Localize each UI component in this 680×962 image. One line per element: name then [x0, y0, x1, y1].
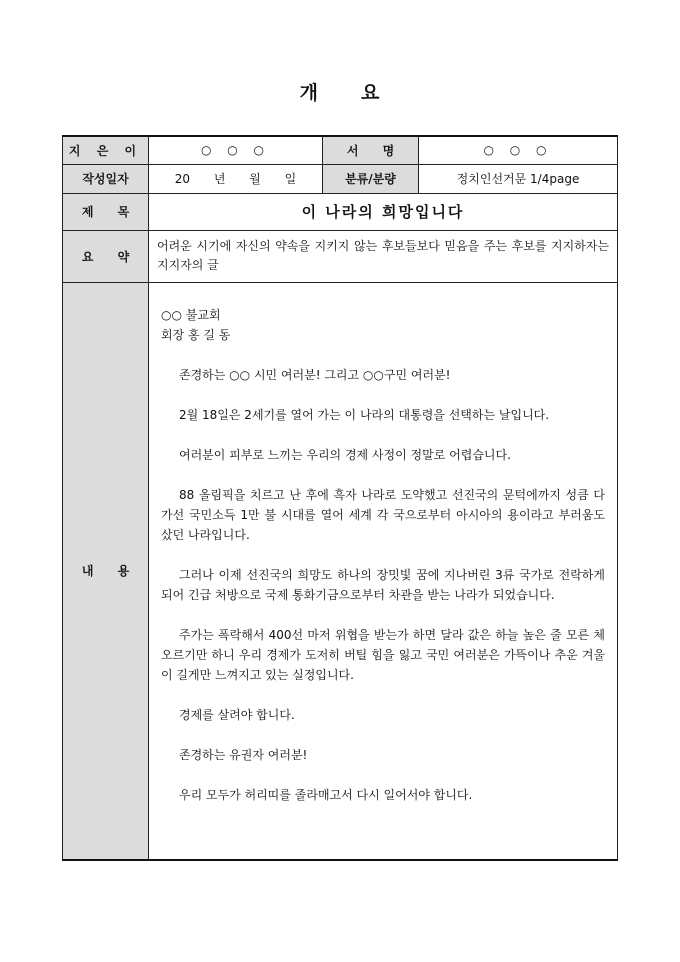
overview-table: [62, 135, 618, 861]
summary-value: 어려운 시기에 자신의 약속을 지키지 않는 후보들보다 믿음을 주는 후보를 지지하자는 지지자의 글: [149, 230, 618, 282]
content-paragraph-7: 경제를 살려야 합니다.: [179, 707, 295, 722]
content-paragraph-4: 88 올림픽을 치르고 난 후에 흑자 나라로 도약했고 선진국의 문턱에까지 성큼 다가선 국민소득 1만 불 시대를 열어 세계 각 국으로부터 아시아의 용이라고 부러움도 샀던 나라입니다.: [161, 487, 605, 542]
content-paragraph-3: 여러분이 피부로 느끼는 우리의 경제 사정이 정말로 어렵습니다.: [179, 447, 511, 462]
content-paragraph-1: 존경하는 ○○ 시민 여러분! 그리고 ○○구민 여러분!: [179, 367, 451, 382]
title-right: 요: [361, 82, 381, 104]
category-value: 정치인선거문 1/4page: [419, 164, 618, 193]
category-label: 분류/분량: [323, 164, 419, 193]
date-value: 20 년 월 일: [149, 164, 323, 193]
row-author: [63, 136, 618, 164]
row-content: [63, 282, 618, 860]
subject-value: 이 나라의 희망입니다: [149, 193, 618, 230]
subject-label: 제 목: [63, 193, 149, 230]
author-label: 지 은 이: [63, 136, 149, 164]
date-label: 작성일자: [63, 164, 149, 193]
summary-label: 요 약: [63, 230, 149, 282]
sender-org: ○○ 불교회: [161, 307, 221, 322]
content-paragraph-6: 주가는 폭락해서 400선 마저 위협을 받는가 하면 달라 값은 하늘 높은 줄 모른 체 오르기만 하니 우리 경제가 도저히 버틸 힘을 잃고 국민 여러분은 가뜩이나 추운 겨울이 길게만 느껴지고 있는 실정입니다.: [161, 627, 605, 682]
signature-label: 서 명: [323, 136, 419, 164]
row-summary: [63, 230, 618, 282]
author-value: ○ ○ ○: [149, 136, 323, 164]
document-title: [0, 78, 680, 105]
content-body: [149, 282, 618, 860]
sender-name: 회장 홍 길 동: [161, 327, 231, 342]
content-label: 내 용: [63, 282, 149, 860]
content-paragraph-8: 존경하는 유권자 여러분!: [179, 747, 308, 762]
content-paragraph-2: 2월 18일은 2세기를 열어 가는 이 나라의 대통령을 선택하는 날입니다.: [179, 407, 550, 422]
title-left: 개: [299, 82, 319, 104]
content-paragraph-9: 우리 모두가 허리띠를 졸라매고서 다시 일어서야 합니다.: [179, 787, 473, 802]
row-subject: [63, 193, 618, 230]
row-date: [63, 164, 618, 193]
content-paragraph-5: 그러나 이제 선진국의 희망도 하나의 장밋빛 꿈에 지나버린 3류 국가로 전락하게 되어 긴급 처방으로 국제 통화기금으로부터 차관을 받는 나라가 되었습니다.: [161, 567, 605, 602]
signature-value: ○ ○ ○: [419, 136, 618, 164]
